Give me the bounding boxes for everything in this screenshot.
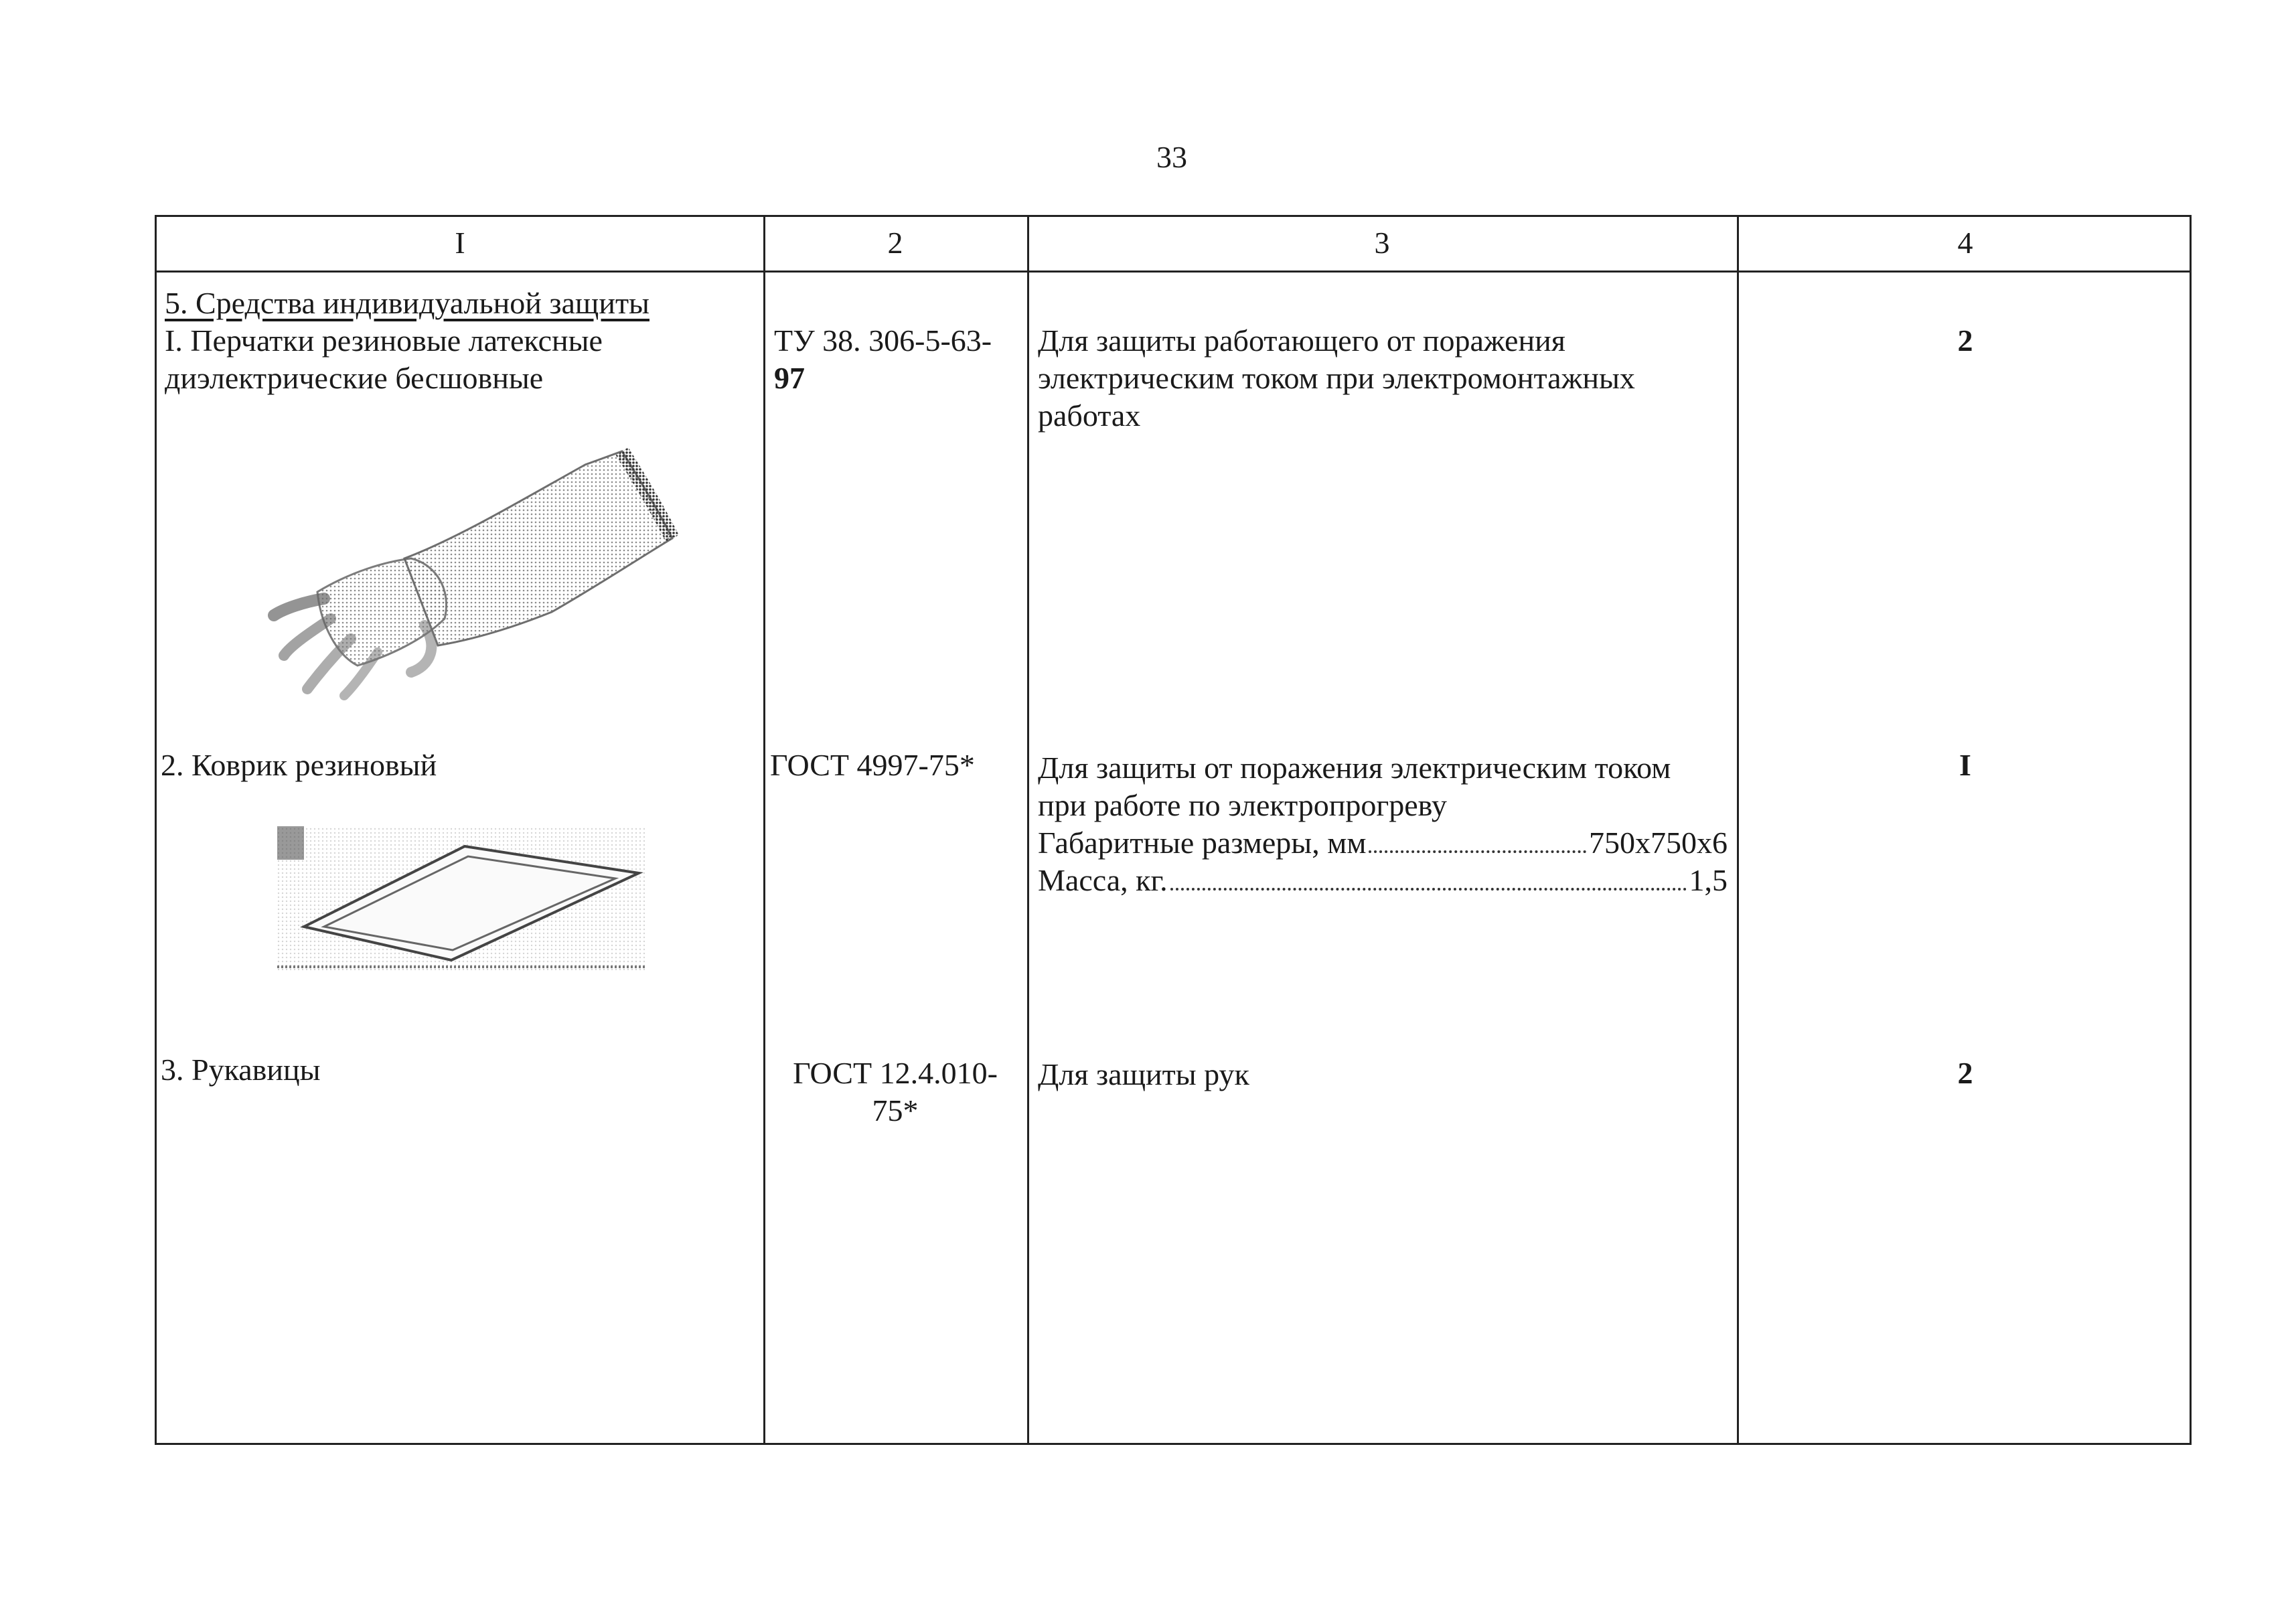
item-name-gloves-line1: I. Перчатки резиновые латексные [165, 323, 603, 358]
page-number: 33 [1156, 140, 1187, 174]
item-purpose-gloves-line2: электрическим током при электромонтажных [1038, 361, 1635, 395]
item-spec-size-value: 750х750х6 [1589, 826, 1728, 860]
item-spec-mass [1038, 861, 1728, 900]
item-standard-mittens-line1: ГОСТ 12.4.010- [793, 1056, 998, 1090]
header-col-2: 2 [887, 226, 903, 260]
dot-leader [1369, 850, 1586, 853]
dot-leader [1170, 888, 1687, 891]
item-standard-mittens-line2: 75* [872, 1093, 919, 1128]
item-name-mittens: 3. Рукавицы [161, 1053, 321, 1087]
rubber-mat-icon [277, 820, 652, 980]
item-standard-gloves-line2: 97 [774, 361, 805, 395]
column-divider [1027, 217, 1029, 1443]
item-purpose-mat-line1: Для защиты от поражения электрическим током [1038, 751, 1671, 785]
equipment-table [155, 215, 2192, 1445]
item-quantity-gloves: 2 [1957, 323, 1973, 358]
item-standard-mat: ГОСТ 4997-75* [770, 748, 975, 782]
column-divider [1737, 217, 1739, 1443]
rubber-glove-icon [237, 425, 719, 706]
item-quantity-mittens: 2 [1957, 1056, 1973, 1090]
header-col-4: 4 [1957, 226, 1973, 260]
item-spec-size [1038, 824, 1728, 862]
item-purpose-gloves-line1: Для защиты работающего от поражения [1038, 323, 1565, 358]
item-name-gloves-line2: диэлектрические бесшовные [165, 361, 544, 395]
item-quantity-mat: I [1959, 748, 1971, 782]
item-standard-gloves-line1: ТУ 38. 306-5-63- [774, 323, 992, 358]
item-name-mat: 2. Коврик резиновый [161, 748, 437, 782]
item-spec-size-label: Габаритные размеры, мм [1038, 826, 1367, 860]
item-purpose-mat-line2: при работе по электропрогреву [1038, 788, 1447, 822]
item-spec-mass-value: 1,5 [1689, 863, 1728, 897]
item-purpose-gloves-line3: работах [1038, 398, 1141, 433]
item-spec-mass-label: Масса, кг. [1038, 863, 1168, 897]
header-col-1: I [455, 226, 465, 260]
section-title: 5. Средства индивидуальной защиты [165, 286, 649, 320]
column-divider [763, 217, 765, 1443]
header-divider [157, 271, 2190, 273]
item-purpose-mittens: Для защиты рук [1038, 1057, 1249, 1091]
header-col-3: 3 [1374, 226, 1390, 260]
